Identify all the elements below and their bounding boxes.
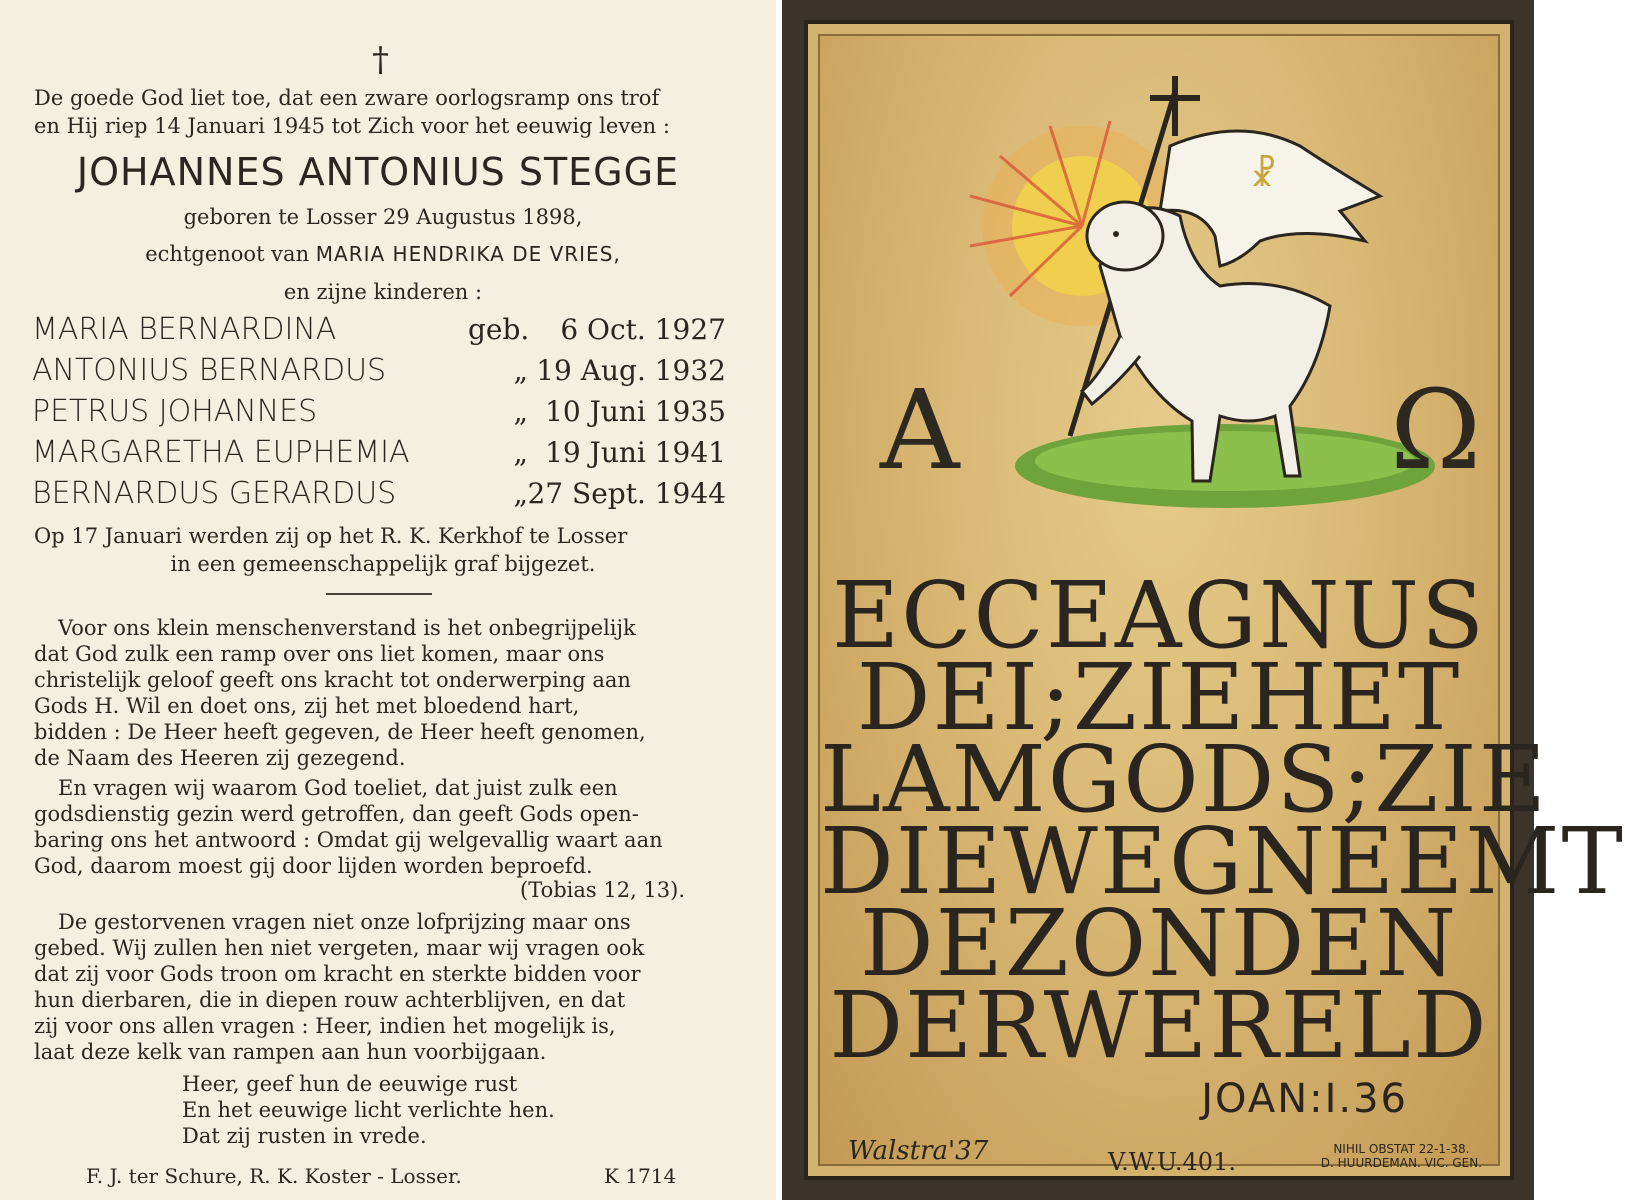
nihil-line: D. HUURDEMAN. VIC. GEN. (1320, 1156, 1482, 1170)
para3-line: zij voor ons allen vragen : Heer, indien het mogelijk is, (34, 1014, 616, 1038)
child-name: ANTONIUS BERNARDUS (32, 353, 387, 388)
verse-line: DEZONDEN (859, 890, 1459, 997)
prayer-line: Heer, geef hun de eeuwige rust (182, 1072, 518, 1096)
printer-imprint: F. J. ter Schure, R. K. Koster - Losser. (86, 1164, 462, 1188)
para2-line: godsdienstig gezin werd getroffen, dan geeft Gods open- (34, 802, 639, 826)
burial-line-1: Op 17 Januari werden zij op het R. K. Kerkhof te Losser (34, 524, 628, 548)
child-name: MARIA BERNARDINA (32, 312, 337, 347)
para2-line: En vragen wij waarom God toeliet, dat juist zulk een (58, 776, 618, 800)
child-name: MARGARETHA EUPHEMIA (32, 435, 410, 470)
memorial-card-text-side (0, 0, 776, 1200)
banner-icon (1160, 131, 1380, 266)
child-prefix: „ (513, 436, 528, 469)
child-prefix: „ (513, 477, 528, 510)
omega-letter: Ω (1390, 366, 1482, 494)
child-name: PETRUS JOHANNES (32, 394, 318, 429)
scripture-reference: JOAN:I.36 (1201, 1076, 1408, 1122)
para1-line: dat God zulk een ramp over ons liet komen, maar ons (34, 642, 605, 666)
birth-line: geboren te Losser 29 Augustus 1898, (183, 205, 583, 229)
child-prefix: geb. (468, 313, 530, 346)
series-number: V.W.U.401. (1108, 1148, 1236, 1176)
para2-citation: (Tobias 12, 13). (520, 878, 686, 902)
child-date: 6 Oct. 1927 (560, 313, 726, 346)
children-intro: en zijne kinderen : (283, 280, 483, 304)
intro-line-2: en Hij riep 14 Januari 1945 tot Zich voor het eeuwig leven : (34, 114, 670, 138)
para2-line: baring ons het antwoord : Omdat gij welgevallig waart aan (34, 828, 663, 852)
para1-line: Voor ons klein menschenverstand is het onbegrijpelijk (58, 616, 636, 640)
child-date: 19 Juni 1941 (545, 436, 726, 469)
para3-line: De gestorvenen vragen niet onze lofprijzing maar ons (58, 910, 631, 934)
image-frame (804, 20, 1625, 1180)
cross-icon: † (372, 40, 389, 80)
verse-line: DIEWEGNEEMT (820, 808, 1625, 915)
verse-line: ECCEAGNUS (831, 562, 1487, 669)
deceased-name: JOHANNES ANTONIUS STEGGE (76, 150, 680, 194)
prayer-line: En het eeuwige licht verlichte hen. (182, 1098, 555, 1122)
burial-line-2: in een gemeenschappelijk graf bijgezet. (170, 552, 596, 576)
verse-line: DEI;ZIEHET (856, 644, 1462, 751)
verse-line: DERWERELD (829, 972, 1489, 1079)
para3-line: hun dierbaren, die in diepen rouw achterblijven, en dat (34, 988, 626, 1012)
para1-line: christelijk geloof geeft ons kracht tot onderwerping aan (34, 668, 631, 692)
spouse-prefix: echtgenoot van (145, 242, 310, 266)
nihil-line: NIHIL OBSTAT 22-1-38. (1333, 1142, 1470, 1156)
spouse-name: MARIA HENDRIKA DE VRIES, (315, 242, 621, 266)
child-prefix: „ (513, 395, 528, 428)
para1-line: de Naam des Heeren zij gezegend. (34, 746, 406, 770)
memorial-card-image-side (782, 0, 1625, 1200)
nihil-obstat (1321, 1142, 1482, 1170)
child-date: 10 Juni 1935 (545, 395, 726, 428)
child-name: BERNARDUS GERARDUS (32, 476, 397, 511)
para1-line: bidden : De Heer heeft gegeven, de Heer heeft genomen, (34, 720, 646, 744)
prayer-line: Dat zij rusten in vrede. (182, 1124, 427, 1148)
para2-line: God, daarom moest gij door lijden worden beproefd. (34, 854, 593, 878)
verse-line: LAMGODS;ZIE (820, 726, 1548, 833)
child-prefix: „ (513, 354, 528, 387)
illustration-panel (818, 34, 1625, 1166)
card-code: K 1714 (604, 1164, 677, 1188)
spouse-line (0, 242, 766, 266)
alpha-letter: A (880, 366, 960, 494)
para1-line: Gods H. Wil en doet ons, zij het met bloedend hart, (34, 694, 580, 718)
chi-rho-icon: ☧ (1250, 155, 1277, 195)
para3-line: dat zij voor Gods troon om kracht en sterkte bidden voor (34, 962, 641, 986)
para3-line: laat deze kelk van rampen aan hun voorbijgaan. (34, 1040, 547, 1064)
divider (326, 593, 432, 595)
para3-line: gebed. Wij zullen hen niet vergeten, maar wij vragen ook (34, 936, 645, 960)
child-date: 19 Aug. 1932 (536, 354, 726, 387)
child-date: 27 Sept. 1944 (527, 477, 726, 510)
artist-signature: Walstra'37 (848, 1136, 989, 1166)
intro-line-1: De goede God liet toe, dat een zware oorlogsramp ons trof (34, 86, 660, 110)
